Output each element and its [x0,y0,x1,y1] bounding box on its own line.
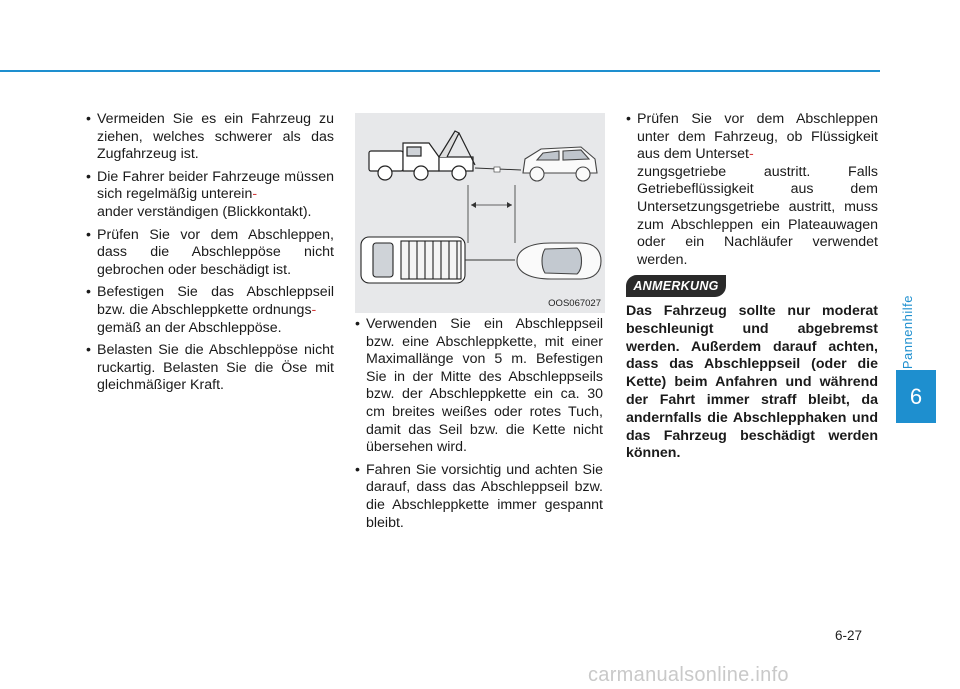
towed-car-side [523,147,597,181]
section-side-label: Pannenhilfe [900,295,915,370]
bullet-item: • Die Fahrer beider Fahrzeuge müssen sich regelmäßig unterein- ander verständigen (Blickkontakt). [86,169,334,222]
bullet-item: • Verwenden Sie ein Abschleppseil bzw. eine Abschleppkette, mit einer Maximallänge von 5 m. Befestigen Sie in der Mitte des Abschleppseils bzw. der Abschleppkette ein ca. 30 cm breites weißes oder rotes Tuch, damit das Seil bzw. die Kette nicht übersehen wird. [355,316,603,457]
column-middle [355,316,603,537]
towed-car-top [517,243,601,279]
tow-truck-side [369,131,475,180]
page-number: 6-27 [835,628,863,643]
towing-diagram [355,113,605,313]
top-rule [0,70,880,72]
bullet-item: • Belasten Sie die Abschleppöse nicht ruckartig. Belasten Sie die Öse mit gleichmäßiger Kraft. [86,342,334,395]
tow-truck-top [361,237,465,283]
bullet-item: • Fahren Sie vorsichtig und achten Sie darauf, dass das Abschleppseil bzw. die Abschleppkette immer gespannt bleibt. [355,462,603,532]
bullet-item: • Vermeiden Sie es ein Fahrzeug zu ziehen, welches schwerer als das Zugfahrzeug ist. [86,111,334,164]
figure-code: OOS067027 [548,298,601,309]
note-text: Das Fahrzeug sollte nur moderat beschleunigt und abgebremst werden. Außerdem darauf achten, dass das Abschleppseil (oder die Kette) beim Anfahren und während der Fahrt immer straff bleibt, da andernfalls die Abschlepphaken und das Fahrzeug beschädigt werden können. [626,303,878,462]
watermark-text: carmanualsonline.info [588,664,789,686]
column-left [86,111,334,400]
bullet-item: • Prüfen Sie vor dem Abschleppen, dass die Abschleppöse nicht gebrochen oder beschädigt ist. [86,227,334,280]
column-right [626,111,878,274]
bullet-item: • Prüfen Sie vor dem Abschleppen unter dem Fahrzeug, ob Flüssigkeit aus dem Unterset- zungsgetriebe austritt. Falls Getriebeflüssigkeit aus dem Untersetzungsgetriebe austritt, muss zum Abschleppen ein Plateauwagen oder ein Nachläufer verwendet werden. [626,111,878,269]
chapter-tab: 6 [896,370,936,423]
note-label-badge: ANMERKUNG [626,275,726,297]
towing-illustration [355,113,605,313]
bullet-item: • Befestigen Sie das Abschleppseil bzw. die Abschleppkette ordnungs- gemäß an der Abschleppöse. [86,284,334,337]
